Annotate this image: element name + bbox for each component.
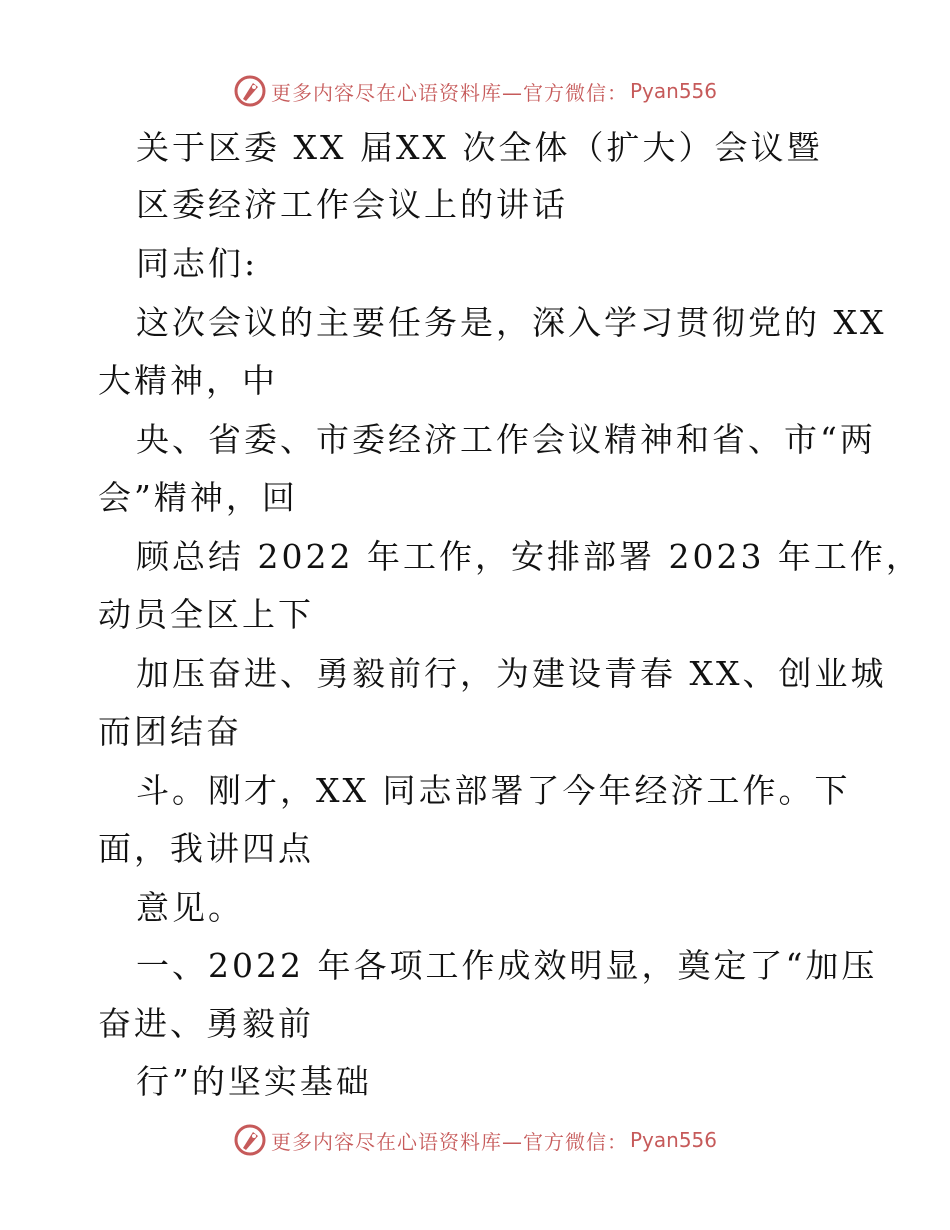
body-line: 斗。刚才，XX 同志部署了今年经济工作。下 — [136, 771, 851, 810]
watermark-text: 更多内容尽在心语资料库—官方微信： — [270, 1129, 628, 1154]
title-line-1: 关于区委 XX 届XX 次全体（扩大）会议暨 — [136, 128, 823, 167]
body-line: 会”精神，回 — [98, 478, 298, 517]
body-line: 大精神，中 — [98, 361, 278, 400]
watermark-text: 更多内容尽在心语资料库—官方微信： — [270, 80, 628, 105]
body-line: 加压奋进、勇毅前行，为建设青春 XX、创业城 — [136, 654, 887, 693]
footer-watermark — [0, 1120, 950, 1160]
pen-nib-circle-icon — [233, 1123, 267, 1157]
section-heading-line: 一、2022 年各项工作成效明显，奠定了“加压 — [136, 946, 878, 985]
section-heading-line: 奋进、勇毅前 — [98, 1004, 314, 1043]
body-line: 这次会议的主要任务是，深入学习贯彻党的 XX — [136, 303, 887, 342]
body-line: 顾总结 2022 年工作，安排部署 2023 年工作， — [136, 537, 922, 576]
body-line: 央、省委、市委经济工作会议精神和省、市“两 — [136, 420, 876, 459]
salutation: 同志们: — [136, 244, 259, 283]
pen-nib-circle-icon — [233, 74, 267, 108]
header-watermark — [0, 71, 950, 111]
watermark-account: Pyan556 — [629, 1128, 717, 1152]
body-line: 动员全区上下 — [98, 595, 314, 634]
body-line: 面，我讲四点 — [98, 829, 314, 868]
watermark-account: Pyan556 — [629, 79, 717, 103]
title-line-2: 区委经济工作会议上的讲话 — [136, 185, 568, 224]
body-line: 而团结奋 — [98, 712, 242, 751]
body-line: 意见。 — [136, 888, 244, 927]
section-heading-line: 行”的坚实基础 — [136, 1062, 372, 1101]
